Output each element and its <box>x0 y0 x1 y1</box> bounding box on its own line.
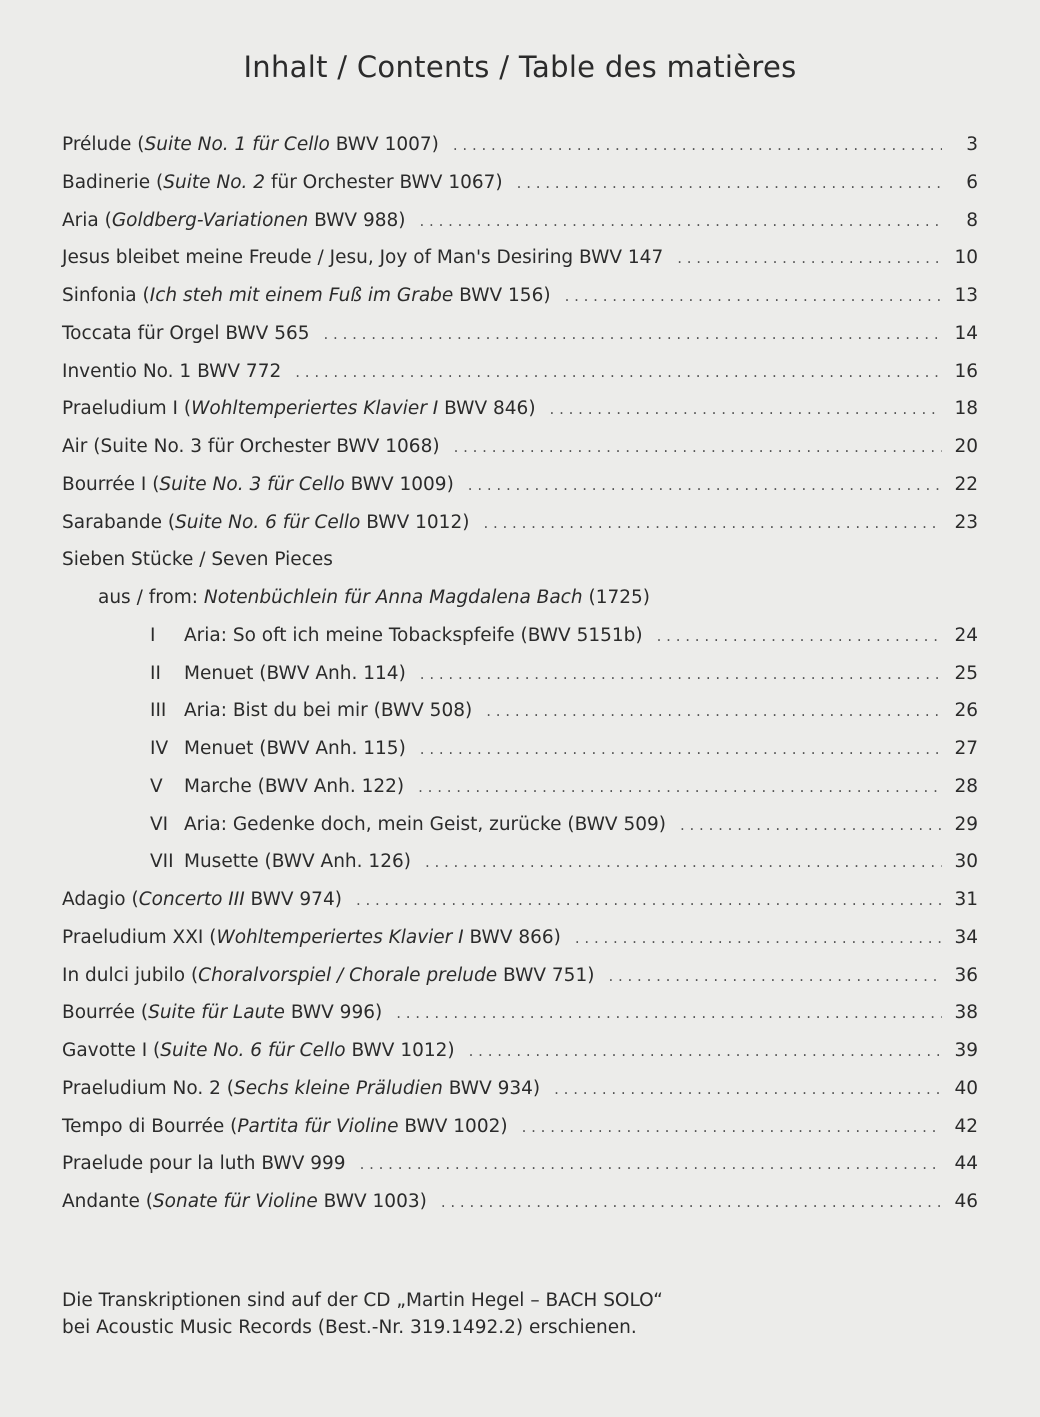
dot-leader <box>420 656 942 694</box>
toc-page-number: 16 <box>954 360 978 382</box>
toc-entry <box>62 164 978 202</box>
toc-entry-italic-text: Suite No. 3 für Cello <box>159 473 345 495</box>
dot-leader <box>425 844 942 882</box>
toc-entry-text: BWV 751) <box>497 964 595 986</box>
toc-entry-text: Air (Suite No. 3 für Orchester BWV 1068) <box>62 436 440 457</box>
dot-leader <box>441 1184 942 1222</box>
toc-page-number: 25 <box>954 662 978 684</box>
toc-entry <box>62 730 978 768</box>
toc-entry-text: BWV 1012) <box>345 1040 455 1061</box>
toc-page-number: 28 <box>954 775 978 797</box>
toc-entry-text: BWV 1002) <box>398 1115 508 1137</box>
toc-entry-italic-text: Partita für Violine <box>237 1115 399 1137</box>
toc-entry <box>62 1108 978 1146</box>
toc-section-heading <box>62 541 978 579</box>
toc-entry <box>62 1145 978 1183</box>
toc-entry-text: Aria: So oft ich meine Tobackspfeife (BWV 5151b) <box>184 624 643 646</box>
toc-entry-title <box>62 315 310 353</box>
toc-entry-italic-text: Suite No. 1 für Cello <box>144 134 330 155</box>
toc-entry-title <box>62 428 440 466</box>
dot-leader <box>565 278 942 316</box>
dot-leader <box>550 391 942 429</box>
toc-entry-title <box>184 655 406 693</box>
toc-entry-title <box>62 1032 455 1070</box>
toc-entry-title <box>184 768 404 806</box>
toc-entry-text: BWV 996) <box>284 1002 383 1024</box>
toc-page-number: 18 <box>954 398 978 420</box>
toc-entry-text: Jesus bleibet meine Freude / Jesu, Joy of Man's Desiring BWV 147 <box>62 247 664 269</box>
toc-page-number: 14 <box>954 322 978 344</box>
toc-page-number: 20 <box>954 436 978 457</box>
toc-entry-text: Bourrée I ( <box>62 473 160 495</box>
toc-entry <box>62 768 978 806</box>
toc-entry-italic-text: Suite No. 6 für Cello <box>160 1040 346 1061</box>
toc-entry-title <box>62 390 536 428</box>
dot-leader <box>657 618 942 656</box>
toc-page-number: 29 <box>954 813 978 835</box>
toc-entry-title <box>62 202 406 240</box>
toc-entry-italic-text: Sonate für Violine <box>152 1191 318 1212</box>
toc-entry <box>62 692 978 730</box>
dot-leader <box>420 203 943 241</box>
dot-leader <box>680 807 942 845</box>
toc-entry-italic-text: Wohltemperiertes Klavier I <box>216 926 464 948</box>
toc-entry-text: BWV 846) <box>438 398 536 420</box>
toc-entry-title <box>62 1183 427 1221</box>
toc-entry-text: Aria ( <box>62 209 112 231</box>
toc-page-number: 26 <box>954 700 978 722</box>
toc-entry <box>62 994 978 1032</box>
toc-entry-title <box>62 541 333 579</box>
toc-entry-title <box>184 617 643 655</box>
dot-leader <box>677 240 942 278</box>
toc-page-number: 24 <box>954 624 978 646</box>
dot-leader <box>486 693 942 731</box>
toc-page-number: 10 <box>954 247 978 269</box>
toc-entry-text: Aria: Bist du bei mir (BWV 508) <box>184 700 473 722</box>
dot-leader <box>554 1071 942 1109</box>
toc-entry <box>62 126 978 164</box>
toc-entry-text: BWV 1003) <box>317 1191 427 1212</box>
toc-entry-text: BWV 1009) <box>344 473 454 495</box>
dot-leader <box>483 505 942 543</box>
dot-leader <box>517 165 942 203</box>
toc-entry-title <box>62 994 382 1032</box>
toc-entry-italic-text: Choralvorspiel / Chorale prelude <box>198 964 498 986</box>
toc-entry-number: IV <box>150 738 169 759</box>
toc-entry-text: Aria: Gedenke doch, mein Geist, zurücke (BWV 509) <box>184 813 666 835</box>
toc-entry <box>62 202 978 240</box>
toc-entry <box>62 655 978 693</box>
toc-page-number: 39 <box>954 1040 978 1061</box>
toc-entry-text: Inventio No. 1 BWV 772 <box>62 360 282 382</box>
toc-entry-title <box>62 1108 508 1146</box>
toc-entry-text: Bourrée ( <box>62 1002 149 1024</box>
toc-entry <box>62 806 978 844</box>
toc-entry-text: Sarabande ( <box>62 511 176 533</box>
toc-entry <box>62 617 978 655</box>
toc-entry-title <box>62 164 503 202</box>
toc-page-number: 8 <box>966 209 978 231</box>
toc-entry-text: Toccata für Orgel BWV 565 <box>62 322 310 344</box>
toc-page-number: 31 <box>954 889 978 910</box>
toc-entry-text: Gavotte I ( <box>62 1040 161 1061</box>
toc-section-source <box>62 579 978 617</box>
toc-entry-title <box>62 353 281 391</box>
toc-entry-title <box>184 843 411 881</box>
toc-entry-text: Praeludium XXI ( <box>62 926 217 948</box>
toc-entry <box>62 390 978 428</box>
toc-entry-text: aus / from: <box>98 587 204 608</box>
toc-entry-number: II <box>150 662 161 684</box>
toc-page-number: 44 <box>954 1153 978 1175</box>
toc-entry-number: V <box>150 775 163 797</box>
dot-leader <box>454 429 942 467</box>
toc-entry <box>62 239 978 277</box>
toc-entry-title <box>62 919 561 957</box>
toc-entry-text: BWV 988) <box>308 209 406 231</box>
toc-page-number: 38 <box>954 1002 978 1024</box>
toc-entry-title <box>62 957 594 995</box>
toc-page-number: 40 <box>954 1077 978 1099</box>
toc-entry-title <box>184 692 472 730</box>
toc-entry-text: Sieben Stücke / Seven Pieces <box>62 549 333 571</box>
toc-entry-text: In dulci jubilo ( <box>62 964 199 986</box>
toc-entry-title <box>62 881 342 919</box>
dot-leader <box>608 958 942 996</box>
toc-entry <box>62 353 978 391</box>
toc-entry-text: Marche (BWV Anh. 122) <box>184 775 405 797</box>
toc-entry-text: Menuet (BWV Anh. 114) <box>184 662 406 684</box>
toc-entry-title <box>62 239 663 277</box>
toc-entry-number: III <box>150 700 167 722</box>
dot-leader <box>468 467 942 505</box>
toc-entry <box>62 1070 978 1108</box>
footnote-line: bei Acoustic Music Records (Best.-Nr. 319.1492.2) erschienen. <box>62 1317 637 1338</box>
toc-entry-italic-text: Suite No. 6 für Cello <box>175 511 361 533</box>
toc-entry-number: VII <box>150 851 174 873</box>
toc-entry <box>62 315 978 353</box>
toc-entry-number: VI <box>150 813 169 835</box>
toc-entry-text: Prélude ( <box>62 134 145 155</box>
toc-page-number: 36 <box>954 964 978 986</box>
toc-entry <box>62 1032 978 1070</box>
toc-entry <box>62 957 978 995</box>
toc-page-number: 13 <box>954 285 978 306</box>
toc-entry-italic-text: Suite für Laute <box>148 1002 285 1024</box>
toc-entry <box>62 1183 978 1221</box>
toc-entry-title <box>98 579 650 617</box>
toc-entry-title <box>62 1145 346 1183</box>
toc-entry-text: BWV 934) <box>442 1077 541 1099</box>
dot-leader <box>522 1109 942 1147</box>
toc-entry-title <box>62 126 439 164</box>
toc-entry <box>62 277 978 315</box>
toc-entry-italic-text: Suite No. 2 <box>163 171 266 193</box>
toc-page-number: 22 <box>954 473 978 495</box>
toc-entry-title <box>184 730 406 768</box>
dot-leader <box>324 316 942 354</box>
toc-entry-title <box>62 277 551 315</box>
toc-entry-text: Praeludium I ( <box>62 398 192 420</box>
toc-entry-title <box>62 1070 540 1108</box>
toc-entry-title <box>62 466 454 504</box>
toc-page-number: 23 <box>954 511 978 533</box>
toc-entry-italic-text: Sechs kleine Präludien <box>234 1077 443 1099</box>
toc-entry-text: Andante ( <box>62 1191 153 1212</box>
toc-entry-title <box>62 504 469 542</box>
toc-page-number: 6 <box>966 171 978 193</box>
dot-leader <box>295 354 942 392</box>
toc-entry-text: BWV 866) <box>463 926 561 948</box>
toc-entry-italic-text: Wohltemperiertes Klavier I <box>191 398 439 420</box>
toc-entry-text: Menuet (BWV Anh. 115) <box>184 738 406 759</box>
toc-entry-italic-text: Ich steh mit einem Fuß im Grabe <box>149 285 454 306</box>
toc-entry <box>62 919 978 957</box>
toc-entry-text: BWV 974) <box>244 889 342 910</box>
toc-entry-text: Musette (BWV Anh. 126) <box>184 851 411 873</box>
toc-entry-text: Praelude pour la luth BWV 999 <box>62 1153 346 1175</box>
dot-leader <box>420 731 942 769</box>
dot-leader <box>356 882 942 920</box>
toc-entry-text: BWV 1012) <box>360 511 470 533</box>
toc-entry-text: Tempo di Bourrée ( <box>62 1115 238 1137</box>
toc-page-number: 3 <box>966 134 978 155</box>
toc-entry <box>62 466 978 504</box>
toc-entry-text: BWV 1007) <box>329 134 439 155</box>
toc-entry-text: Praeludium No. 2 ( <box>62 1077 234 1099</box>
toc-entry <box>62 504 978 542</box>
toc-entry-italic-text: Goldberg-Variationen <box>111 209 309 231</box>
toc-page-number: 34 <box>954 926 978 948</box>
dot-leader <box>469 1033 942 1071</box>
footnote <box>62 1287 962 1341</box>
table-of-contents <box>62 126 978 1221</box>
toc-entry-text: für Orchester BWV 1067) <box>265 171 503 193</box>
toc-entry-text: Sinfonia ( <box>62 285 150 306</box>
toc-entry-text: (1725) <box>582 587 650 608</box>
dot-leader <box>360 1146 942 1184</box>
toc-entry-text: Badinerie ( <box>62 171 164 193</box>
toc-entry-text: Adagio ( <box>62 889 139 910</box>
toc-entry-text: BWV 156) <box>453 285 551 306</box>
toc-entry <box>62 428 978 466</box>
toc-entry <box>62 843 978 881</box>
toc-entry-number: I <box>150 624 156 646</box>
footnote-line: Die Transkriptionen sind auf der CD „Martin Hegel – BACH SOLO“ <box>62 1290 663 1311</box>
page-title: Inhalt / Contents / Table des matières <box>243 50 797 84</box>
toc-page-number: 42 <box>954 1115 978 1137</box>
toc-entry-title <box>184 806 666 844</box>
toc-page-number: 46 <box>954 1191 978 1212</box>
dot-leader <box>418 769 942 807</box>
toc-page-number: 27 <box>954 738 978 759</box>
toc-entry <box>62 881 978 919</box>
dot-leader <box>453 127 942 165</box>
toc-entry-italic-text: Concerto III <box>138 889 245 910</box>
dot-leader <box>396 995 942 1033</box>
toc-page-number: 30 <box>954 851 978 873</box>
dot-leader <box>575 920 942 958</box>
toc-entry-italic-text: Notenbüchlein für Anna Magdalena Bach <box>203 587 583 608</box>
